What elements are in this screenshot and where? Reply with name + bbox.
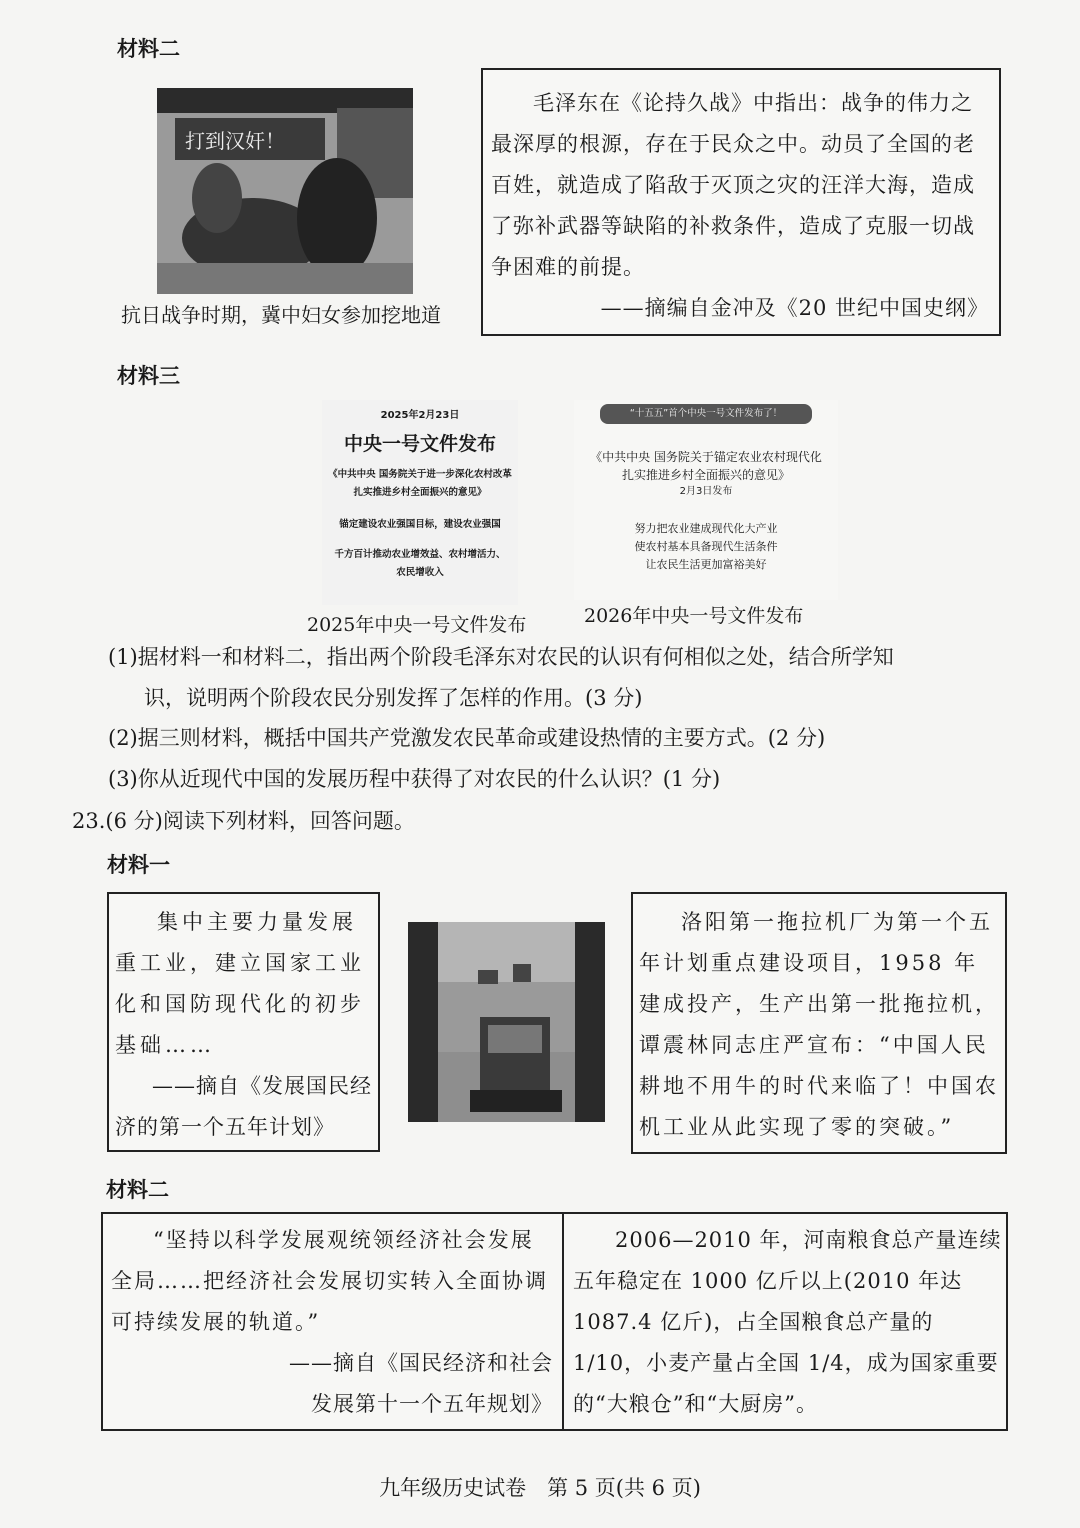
henan-grain-text: 2006—2010 年，河南粮食总产量连续五年稳定在 1000 亿斤以上(2010 年达 1087.4 亿斤)，占全国粮食总产量的 1/10，小麦产量占全国 1/4，成为国家重要的“大粮仓”和“大厨房”。: [573, 1228, 1002, 1416]
tractor-photo: [408, 922, 605, 1122]
five-year-plan-source-b: 济的第一个五年计划》: [115, 1115, 335, 1139]
photo-banner-text: 打到汉奸！: [185, 129, 285, 153]
question-22-1-line1: (1)据材料一和材料二，指出两个阶段毛泽东对农民的认识有何相似之处，结合所学知: [108, 645, 894, 669]
doc-2025-line1: 《中共中央 国务院关于进一步深化农村改革: [328, 469, 512, 480]
question-22-2: (2)据三则材料，概括中国共产党激发农民革命或建设热情的主要方式。(2 分): [108, 726, 826, 750]
tunnel-digging-photo-art: [157, 88, 413, 294]
five-year-plan-source-a: ——摘自《发展国民经: [152, 1074, 372, 1098]
doc-2025-clipping: [322, 400, 518, 605]
doc-2026-line6: 让农民生活更加富裕美好: [645, 558, 767, 571]
doc-2025-headline: 中央一号文件发布: [343, 433, 496, 455]
tunnel-digging-photo: [157, 88, 413, 294]
doc-2026-line4: 努力把农业建成现代化大产业: [634, 522, 778, 535]
five-year-plan-text: 集中主要力量发展重工业，建立国家工业化和国防现代化的初步基础……: [115, 910, 365, 1057]
material-label: 材料一: [107, 853, 170, 877]
page-footer: 九年级历史试卷 第 5 页(共 6 页): [379, 1476, 701, 1500]
eleventh-plan-source-b: 发展第十一个五年规划》: [311, 1392, 553, 1416]
tractor-factory-text: 洛阳第一拖拉机厂为第一个五年计划重点建设项目，1958 年建成投产，生产出第一批拖拉机，谭震林同志庄严宣布：“中国人民耕地不用牛的时代来临了！中国农机工业从此实现了零的突破。”: [639, 910, 999, 1139]
doc-2026-banner: “十五五”首个中央一号文件发布了！: [600, 404, 812, 424]
question-22-3: (3)你从近现代中国的发展历程中获得了对农民的什么认识？(1 分): [108, 767, 721, 791]
doc-2025-line2: 扎实推进乡村全面振兴的意见》: [353, 487, 487, 498]
doc-2025-date: 2025年2月23日: [380, 410, 460, 421]
material-label: 材料二: [106, 1178, 169, 1202]
doc-2025-line5: 农民增收入: [396, 567, 444, 578]
doc-2026-clipping: [574, 400, 838, 600]
quote-source: ——摘编自金冲及《20 世纪中国史纲》: [600, 296, 989, 320]
eleventh-plan-source-a: ——摘自《国民经济和社会: [289, 1351, 553, 1375]
doc-2026-caption: 2026年中央一号文件发布: [584, 605, 804, 627]
material-two-table: [101, 1212, 1008, 1431]
doc-2026-line1: 《中共中央 国务院关于锚定农业农村现代化: [590, 450, 822, 464]
doc-2026-line2: 扎实推进乡村全面振兴的意见》: [621, 468, 790, 482]
material-label: 材料三: [117, 364, 180, 388]
mao-quote: 毛泽东在《论持久战》中指出：战争的伟力之最深厚的根源，存在于民众之中。动员了全国的老百姓，就造成了陷敌于灭顶之灾的汪洋大海，造成了弥补武器等缺陷的补救条件，造成了克服一切战争困难的前提。: [491, 91, 975, 279]
tractor-factory-box: [631, 892, 1007, 1154]
table-right-cell: [573, 1220, 1003, 1425]
doc-2026-line3: 2月3日发布: [679, 486, 733, 497]
material-label: 材料二: [117, 37, 180, 61]
scientific-development-quote: “坚持以科学发展观统领经济社会发展全局……把经济社会发展切实转入全面协调可持续发展的轨道。”: [111, 1228, 548, 1334]
quote-box: [481, 68, 1001, 336]
table-divider: [562, 1214, 564, 1429]
question-22-1-line2: 识，说明两个阶段农民分别发挥了怎样的作用。(3 分): [144, 686, 643, 710]
tractor-photo-art: [408, 922, 605, 1122]
photo-caption: 抗日战争时期，冀中妇女参加挖地道: [121, 303, 441, 327]
doc-2026-line5: 使农村基本具备现代生活条件: [634, 540, 778, 553]
doc-2025-line4: 千方百计推动农业增效益、农村增活力、: [334, 549, 506, 560]
doc-2025-line3: 锚定建设农业强国目标，建设农业强国: [339, 519, 501, 530]
table-left-cell: [111, 1220, 553, 1425]
doc-2025-caption: 2025年中央一号文件发布: [307, 614, 527, 636]
question-23-stem: 23.(6 分)阅读下列材料，回答问题。: [72, 809, 415, 833]
five-year-plan-box: [107, 892, 380, 1152]
